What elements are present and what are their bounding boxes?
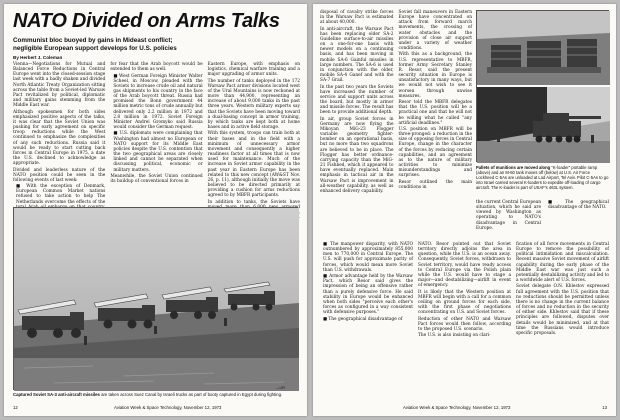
page-number: 13	[602, 405, 607, 410]
paragraph: The number of tanks deployed in the 172 Warsaw Pact armor divisions located west of the Ural Mountains is now reckoned at more than 44,900, representing an increase of about 9,000 tanks in the past three years. Western military experts say that the Soviets have been moving toward a dual-basing concept in armor training, by which tanks are kept both at home bases and in active field storage.	[207, 78, 300, 131]
photo-caption	[13, 392, 298, 397]
paragraph: U.S. position on MBFR will be three-pronged: a reduction in the size of opposing forces in Central Europe, change in the character of the forces by reducing certain capabilities, and an agreement as to the nature of military activities to minimize misunderstandings and surprises.	[398, 127, 472, 179]
paragraph: With this as a background, the U.S. representative to MBFR, former Army Secretary Stanley R. Resor, said the present security situation in Europe is unsatisfactory in many ways, but we would not wish to see it worsen through unwise measures.	[398, 52, 472, 99]
paragraph: Although spokesmen for both sides emphasized positive aspects of the talks, it was clear that the Soviet Union was pushing for early agreement on specific troop reductions while the West continued to emphasize the complexities of any such reductions. Russia said it would be ready to start cutting back forces in Central Europe in 1975, a date the U.S. declined to acknowledge as appropriate.	[13, 109, 106, 167]
caption-lead: Pallets of munitions are moved along	[476, 165, 551, 170]
paragraph: The U.S. is also insisting on clari-	[418, 333, 491, 339]
photo-credit: —UPI	[276, 386, 286, 390]
right-bottom-column-3	[516, 242, 609, 404]
paragraph: ■ The geographical disadvantage of	[323, 316, 403, 322]
publication-line: Aviation Week & Space Technology, November 12, 1973	[403, 405, 511, 410]
paragraph: With this system, troops can train both at their bases and in the field with a minimum of unnecessary armor movement and consequently a higher readiness factor at all times that is now used for maintenance. Much of the increase in Soviet armor capability in the past year in Eastern Europe has been related to this new concept (AW&ST Nov. 26, p. 11), although initially the move was believed to be directed primarily at providing a cushion for arms reductions agreed to by MBFR participants.	[207, 131, 300, 199]
airlift-caption	[476, 165, 609, 190]
left-body-columns	[13, 62, 300, 204]
paragraph: In air, group Soviet forces in Germany are now flying the Mikoyan MiG-23 Flogger variable geometry fighter-bomber on an operational basis, but no more than two squadrons are believed to be in place. The Flogger has better ordnance-carrying capacity than the MiG-21 Fishbed, which it appeared to have eventually replaced. Main emphasis in tactical air in the Warsaw Pact is improvement in all-weather capability, as well as enhanced delivery capability.	[320, 116, 394, 194]
paragraph: ■ U.S. diplomats were complaining that Washington had almost no European or NATO support for its Middle East policies despite the U.S. contention that the two geographical areas are closely linked and cannot be separated when discussing political, economic or military matters.	[113, 131, 203, 173]
paragraph: fication of all force movements in Central Europe to remove the possibility of political intimidation and miscalculation. Recent massive Soviet movement of airlift capability during the early phase of the Middle East war was just such a potentially destabilizing activity and led to a worldwide alert of U.S. forces.	[516, 242, 609, 284]
paragraph: ■ The geographical disadvantage of the NATO.	[548, 200, 609, 211]
paragraph: ■ Armor advantage held by the Warsaw Pact, which Resor said gives the impression of being an offensive rather than a purely defensive force. He said stability in Europe would be enhanced when both sides "perceive each other's forces as configured in a way consistent with defensive purposes."	[323, 274, 413, 316]
article-byline: By Herbert J. Coleman	[13, 55, 63, 60]
right-column-2	[399, 10, 473, 238]
missile-convoy-illustration	[14, 208, 299, 391]
left-column-3	[208, 62, 300, 204]
right-page	[313, 4, 616, 416]
airlift-photo	[476, 10, 609, 162]
paragraph: disposal of cavalry strike forces in the Warsaw Pact is estimated at about 40,000.	[320, 10, 394, 26]
right-narrow-column-2	[545, 200, 609, 238]
paragraph: NATO. Resor pointed out that Soviet territory directly adjoins the area in question, while the U.S. is an ocean away. Consequently, Soviet forces, withdrawn to Soviet territory, would have ready access to Central Europe via the Polish plain while the U.S. would have to stage a major—and destabilizing—airlift in event of emergency.	[418, 242, 511, 289]
narrow-col-inner	[476, 200, 541, 231]
paragraph: ■ The manpower disparity, with NATO outnumbered by approximately 855,000 men to 770,000 in Central Europe. The U.S. will push for approximate parity of forces, which would mean more Soviet than U.S. withdrawals.	[323, 242, 413, 273]
paragraph: In anti-aircraft, the Warsaw Pact has been replacing older SA-2 Guideline surface-to-air missiles on a one-for-one basis with newer models on a continuing basis, and has been moving in mobile SA-6 Gainful missiles in large numbers. The SA-6 is used in conjunction with the older, mobile SA-4 Ganef and with the SA-7 Grail.	[320, 26, 394, 84]
paragraph: Reduction of other NATO and Warsaw Pact forces would then follow, according to the proposed U.S. scenario.	[418, 316, 511, 332]
paragraph: Resor outlined the main conditions in	[398, 179, 472, 190]
paragraph: ■ With the exception of Denmark, European Common Market nations refused to take action to help The Netherlands overcome the effects of the	[16, 184, 106, 205]
paragraph: In addition to tanks, the Soviets have	[207, 199, 300, 205]
subhead-line-1: Communist bloc buoyed by gains in Mideast conflict;	[13, 37, 173, 44]
right-column-1	[320, 10, 394, 238]
right-top-columns	[320, 10, 472, 238]
missile-convoy-photo	[13, 207, 298, 390]
paragraph: Resor told the MBFR delegates that the U.S. position will be a practical one and that he will not be willing what he called "any artificial deadlines."	[398, 100, 472, 126]
article-headline: NATO Divided on Arms Talks	[13, 10, 280, 32]
magazine-spread	[4, 4, 616, 416]
paragraph: Divided and leaderless nature of the NATO position could be seen in the following events of last week:	[13, 167, 106, 183]
right-narrow-column-1	[476, 200, 541, 238]
paragraph: the current Central European situation, which he said are viewed by Washington as operating to NATO's disadvantage in Central Europe.	[476, 200, 541, 231]
caption-lead: Captured Soviet SA-3 anti-aircraft missiles	[13, 392, 100, 397]
right-bottom-columns	[320, 242, 609, 404]
airlift-illustration	[477, 11, 610, 163]
paragraph: ■ West German Foreign Minister Walter Scheel, in Moscow, pleaded with the Soviets to increase crude oil and natural gas shipments to his country in the face of the Arab boycott threat. Russia had promised the Bonn government 44 million metric tons of crude annually but delivered only 2.2 million in 1972 and 2.8 million in 1972. Soviet Foreign Minister Andrei Gromyko said Russia would consider the German request.	[113, 73, 203, 131]
caption-text: are taken across Suez Canal by Israeli trucks as part of booty captured in Egypt during fighting.	[99, 392, 283, 397]
paragraph: Eastern Europe, with emphasis on logistics, chemical warfare training and a major upgrading of armor units.	[207, 62, 300, 78]
right-bottom-column-1	[320, 242, 413, 404]
paragraph: It is likely that the Western position at MBFR will begin with a call for a common ceiling on ground forces for each side, with the first phase of negotiations concentrating on U.S. and Soviet forces.	[418, 289, 511, 316]
paragraph: Vienna—Negotiations for Mutual and Balanced Force Reductions in Central Europe went into the closed-session stage last week with a badly shaken and divided North Atlantic Treaty Organization sitting across the table from a Soviet-led Warsaw Pact revitalized by political, diplomatic and military gains stemming from the Middle East war.	[13, 62, 106, 109]
caption-text: "K-loader" portable ramp (above) and an M-60 tank moves off (below) at U.S. Air Force Lockheed C-5As are unloaded at Lod Airport, Tel Aviv. Pilot C-5As to go into Israel carried several K-loaders to expedite off-loading of cargo aircraft. The K-loader is part of USAF's 463L system.	[476, 165, 609, 190]
narrow-col-inner	[545, 200, 609, 210]
publication-line: Aviation Week & Space Technology, November 12, 1973	[114, 405, 222, 410]
left-column-2	[110, 62, 202, 204]
left-column-1	[13, 62, 105, 204]
paragraph: for fear that the Arab boycott would be extended to them as well.	[110, 62, 203, 73]
article-subhead	[13, 37, 298, 52]
paragraph: Soviet delegate O.N. Khlestov expressed full agreement with the U.S. position that no reductions should be permitted unless there is no change in the current balance of forces and no reduction in the security of either side. Khlestov said that if these principles are followed, disputes over details would be minimized, and at that time the Russians would introduce specific proposals.	[516, 284, 609, 336]
paragraph: Soviet fall maneuvers in Eastern Europe have concentrated on attack from forward march movements, the crossing of water obstacles and the provision of close air support under a variety of weather conditions.	[398, 10, 472, 52]
subhead-line-2: negligible European support develops for U.S. policies	[13, 44, 177, 52]
paragraph: In the past two years the Soviets have increased the number of service and support units across the board, but mostly in armor and missile forces. The result has been to provide additional depth.	[320, 84, 394, 116]
left-page	[4, 4, 307, 416]
paragraph: Meanwhile, the Soviet Union continued its buildup of conventional forces in	[110, 173, 203, 184]
right-bottom-column-2	[418, 242, 511, 404]
page-number: 12	[13, 405, 18, 410]
